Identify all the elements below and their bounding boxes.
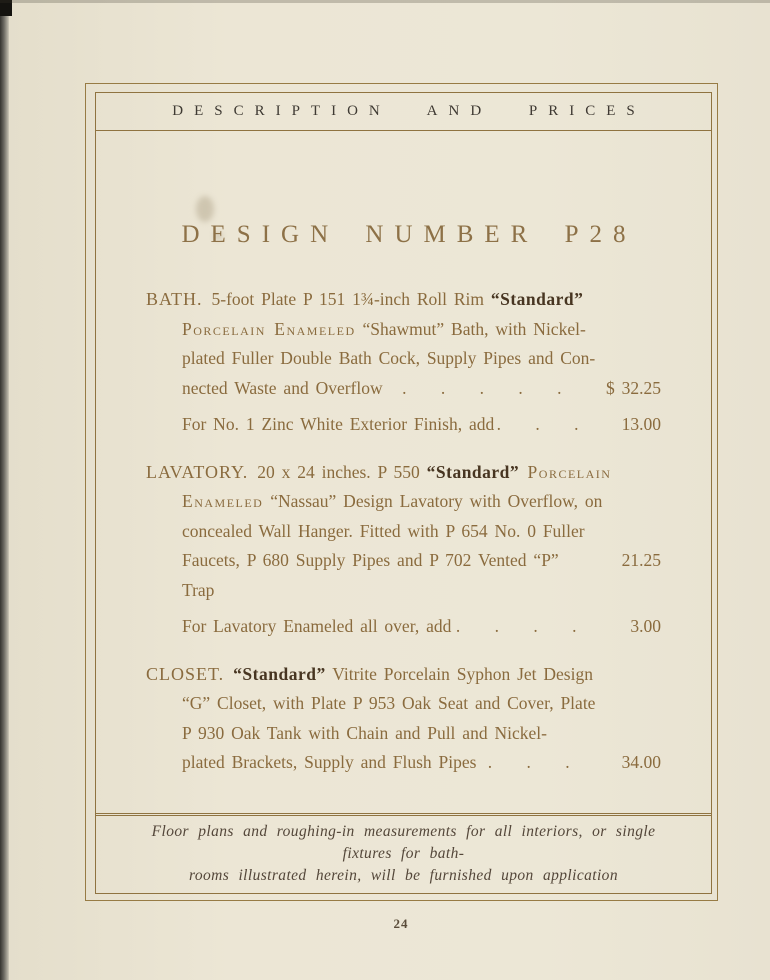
section-label: BATH. <box>146 289 203 309</box>
price-value: 13.00 <box>621 414 661 434</box>
dot-leader: . . . <box>496 414 579 434</box>
text-line <box>146 660 661 690</box>
price-value: 3.00 <box>630 616 661 636</box>
text-line: P 930 Oak Tank with Chain and Pull and Nickel- <box>182 722 547 743</box>
line-text: 20 x 24 inches. P 550 <box>257 461 427 482</box>
standard-trademark: “Standard” <box>233 663 326 684</box>
line-text: Vitrite Porcelain Syphon Jet Design <box>325 663 593 684</box>
text-line <box>146 458 661 488</box>
text-line: “G” Closet, with Plate P 953 Oak Seat and Cover, Plate <box>182 693 596 713</box>
price-line <box>146 410 661 440</box>
price-value: $ 32.25 <box>606 377 661 398</box>
page-content <box>96 131 711 813</box>
smallcaps-text: Enameled <box>182 491 264 511</box>
line-text: “Shawmut” Bath, with Nickel- <box>355 318 586 339</box>
line-text: nected Waste and Overflow <box>182 377 383 398</box>
page-header <box>96 93 711 131</box>
smallcaps-text: Porcelain <box>519 461 612 482</box>
closet-section <box>146 660 661 778</box>
price-line <box>146 748 661 778</box>
text-line: plated Fuller Double Bath Cock, Supply Pipes and Con- <box>182 348 596 368</box>
footer-note-line: Floor plans and roughing-in measurements for all interiors, or single fixtures for bath- <box>151 823 656 862</box>
inner-border-frame <box>95 92 712 894</box>
section-label: LAVATORY. <box>146 461 249 482</box>
footer-note-line: rooms illustrated herein, will be furnished upon application <box>189 867 618 884</box>
line-text: 5-foot Plate P 151 1¾-inch Roll Rim <box>211 289 491 309</box>
price-line <box>146 612 661 642</box>
design-number-title: DESIGN NUMBER P28 <box>181 221 637 248</box>
text-line <box>146 315 661 345</box>
page-number: 24 <box>393 916 409 931</box>
line-text: plated Brackets, Supply and Flush Pipes <box>182 752 477 772</box>
bath-section <box>146 285 661 440</box>
text-line <box>146 487 661 517</box>
line-text: Faucets, P 680 Supply Pipes and P 702 Vented “P” Trap <box>182 550 559 600</box>
smallcaps-text: Porcelain Enameled <box>182 318 356 339</box>
text-line <box>146 285 661 315</box>
price-line <box>146 374 661 404</box>
price-value: 34.00 <box>621 752 661 772</box>
lavatory-section <box>146 458 661 642</box>
dot-leader: . . . . <box>455 616 577 636</box>
standard-trademark: “Standard” <box>490 289 584 309</box>
section-label: CLOSET. <box>146 663 225 684</box>
book-binding-edge <box>0 0 9 980</box>
line-text: For No. 1 Zinc White Exterior Finish, add <box>182 414 495 434</box>
dot-leader: . . . . . <box>402 377 562 398</box>
line-text: For Lavatory Enameled all over, add <box>182 616 452 636</box>
text-line: concealed Wall Hanger. Fitted with P 654 No. 0 Fuller <box>182 520 585 541</box>
price-line <box>146 546 661 605</box>
page-header-title: DESCRIPTION AND PRICES <box>172 103 646 119</box>
footer-note <box>96 813 711 893</box>
dot-leader: . . . <box>487 752 570 772</box>
line-text: “Nassau” Design Lavatory with Overflow, on <box>263 491 603 511</box>
scan-top-shadow <box>0 0 770 3</box>
price-value: 21.25 <box>621 550 661 570</box>
standard-trademark: “Standard” <box>426 461 520 482</box>
